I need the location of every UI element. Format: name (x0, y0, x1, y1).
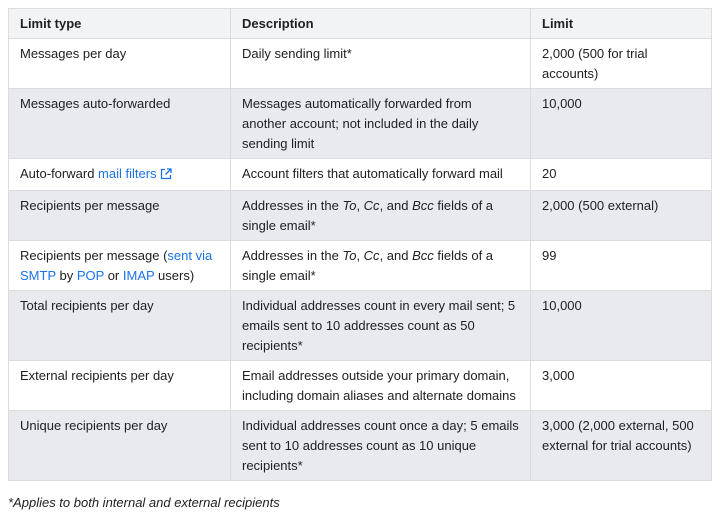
limit-cell: 20 (531, 159, 712, 191)
limit-cell: 2,000 (500 for trial accounts) (531, 39, 712, 89)
description-text: , and (379, 248, 413, 263)
limit-type-prefix: Auto-forward (20, 166, 99, 181)
limit-type-cell: Messages auto-forwarded (9, 89, 231, 159)
limit-cell: 99 (531, 241, 712, 291)
external-link-icon (160, 166, 172, 186)
description-text: Addresses in the (242, 248, 343, 263)
table-row (9, 361, 712, 411)
limit-type-text: users) (154, 268, 195, 283)
limit-type-text: by (55, 268, 77, 283)
imap-link[interactable]: IMAP (122, 268, 155, 283)
limit-type-cell (9, 241, 231, 291)
description-text: Addresses in the (242, 198, 343, 213)
limit-type-text: Recipients per message ( (20, 248, 168, 263)
field-to: To (342, 198, 357, 213)
footnote: *Applies to both internal and external recipients (8, 495, 280, 510)
description-text: , (356, 198, 364, 213)
description-text: fields of a single email* (242, 198, 494, 233)
mail-filters-link-text: mail filters (98, 166, 157, 181)
limit-cell: 3,000 (2,000 external, 500 external for trial accounts) (531, 411, 712, 481)
limit-type-cell: Recipients per message (9, 191, 231, 241)
description-text: , (356, 248, 364, 263)
description-cell: Individual addresses count once a day; 5 emails sent to 10 addresses count as 10 unique recipients* (231, 411, 531, 481)
table-row (9, 411, 712, 481)
limit-cell: 3,000 (531, 361, 712, 411)
limit-cell: 10,000 (531, 291, 712, 361)
field-cc: Cc (363, 198, 380, 213)
sent-via-smtp-link[interactable]: sent via SMTP (20, 248, 213, 283)
header-limit: Limit (531, 9, 712, 39)
table-row (9, 89, 712, 159)
field-to: To (342, 248, 357, 263)
table-row (9, 159, 712, 191)
description-cell: Messages automatically forwarded from another account; not included in the daily sending limit (231, 89, 531, 159)
limit-type-cell: Unique recipients per day (9, 411, 231, 481)
limit-cell: 10,000 (531, 89, 712, 159)
limit-type-cell: Messages per day (9, 39, 231, 89)
description-cell: Email addresses outside your primary domain, including domain aliases and alternate domains (231, 361, 531, 411)
limit-type-cell: External recipients per day (9, 361, 231, 411)
field-cc: Cc (363, 248, 380, 263)
description-cell: Individual addresses count in every mail sent; 5 emails sent to 10 addresses count as 50 recipients* (231, 291, 531, 361)
description-text: , and (379, 198, 413, 213)
table-row (9, 241, 712, 291)
description-cell: Account filters that automatically forward mail (231, 159, 531, 191)
limits-table-container (8, 8, 711, 481)
description-text: fields of a single email* (242, 248, 494, 283)
table-row (9, 191, 712, 241)
field-bcc: Bcc (412, 248, 434, 263)
description-cell (231, 241, 531, 291)
field-bcc: Bcc (412, 198, 434, 213)
limit-type-cell: Total recipients per day (9, 291, 231, 361)
description-cell: Daily sending limit* (231, 39, 531, 89)
limit-type-text: or (104, 268, 123, 283)
table-row (9, 291, 712, 361)
description-cell (231, 191, 531, 241)
header-description: Description (231, 9, 531, 39)
table-row (9, 39, 712, 89)
header-limit-type: Limit type (9, 9, 231, 39)
mail-filters-link[interactable] (98, 166, 172, 181)
limit-type-cell (9, 159, 231, 191)
limit-cell: 2,000 (500 external) (531, 191, 712, 241)
table-header-row (9, 9, 712, 39)
pop-link[interactable]: POP (76, 268, 105, 283)
limits-table (8, 8, 712, 481)
